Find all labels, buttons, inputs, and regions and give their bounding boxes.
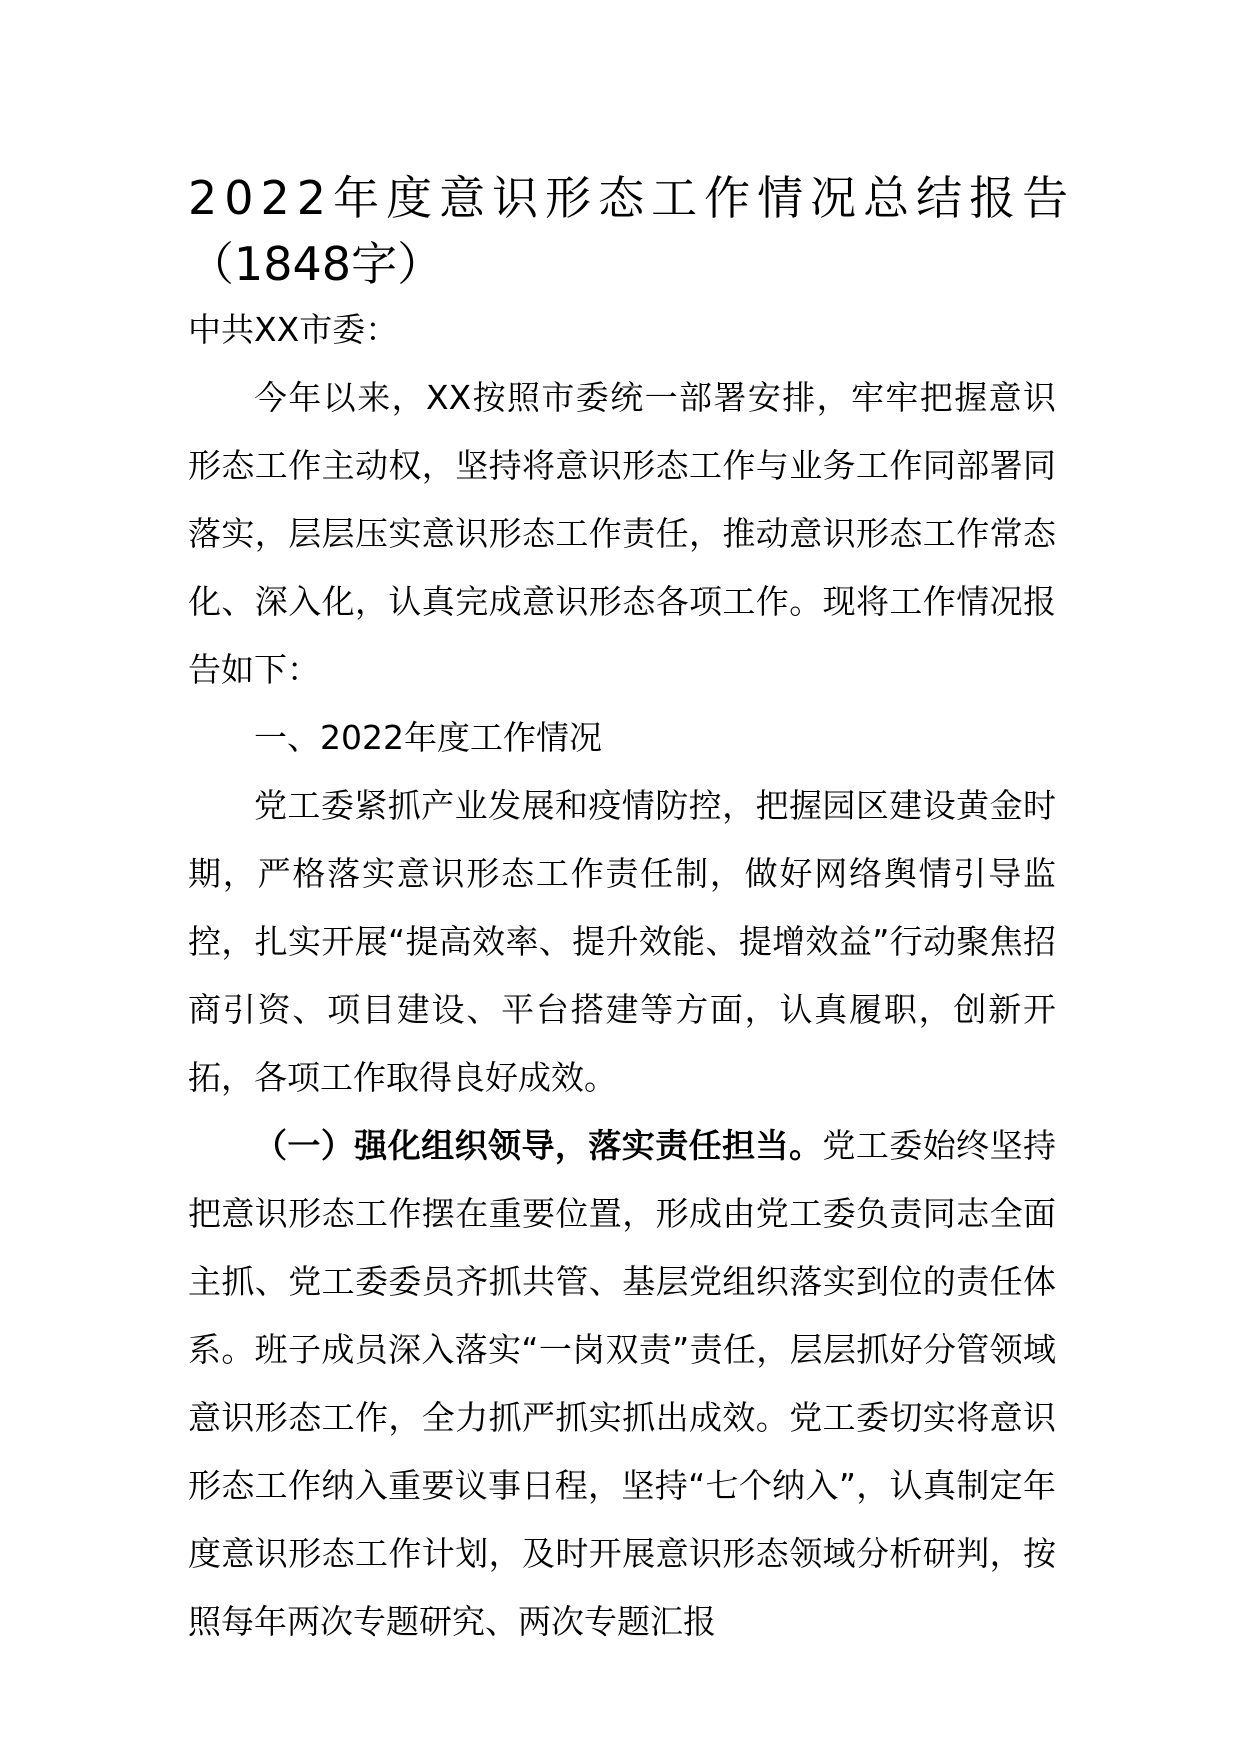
- intro-paragraph: 今年以来，XX按照市委统一部署安排，牢牢把握意识形态工作主动权，坚持将意识形态工作与业务工作同部署同落实，层层压实意识形态工作责任，推动意识形态工作常态化、深入化，认真完成意识形态各项工作。现将工作情况报告如下：: [188, 378, 1056, 689]
- subsection-text: 党工委始终坚持把意识形态工作摆在重要位置，形成由党工委负责同志全面主抓、党工委委员齐抓共管、基层党组织落实到位的责任体系。班子成员深入落实“一岗双责”责任，层层抓好分管领域意识形态工作，全力抓严抓实抓出成效。党工委切实将意识形态工作纳入重要议事日程，坚持“七个纳入”，认真制定年度意识形态工作计划，及时开展意识形态领域分析研判，按照每年两次专题研究、两次专题汇报: [188, 1126, 1057, 1641]
- subsection-heading: （一）强化组织领导，落实责任担当。: [254, 1126, 823, 1165]
- document-body: [188, 296, 1056, 1656]
- document-title: 2022年度意识形态工作情况总结报告: [188, 171, 1076, 225]
- section-heading: 一、2022年度工作情况: [254, 718, 602, 757]
- salutation: 中共XX市委：: [188, 310, 399, 349]
- subsection-paragraph: [188, 1112, 1056, 1656]
- overview-paragraph: 党工委紧抓产业发展和疫情防控，把握园区建设黄金时期，严格落实意识形态工作责任制，做好网络舆情引导监控，扎实开展“提高效率、提升效能、提增效益”行动聚焦招商引资、项目建设、平台搭建等方面，认真履职，创新开拓，各项工作取得良好成效。: [188, 786, 1056, 1097]
- document-title-wordcount: （1848字）: [188, 237, 444, 291]
